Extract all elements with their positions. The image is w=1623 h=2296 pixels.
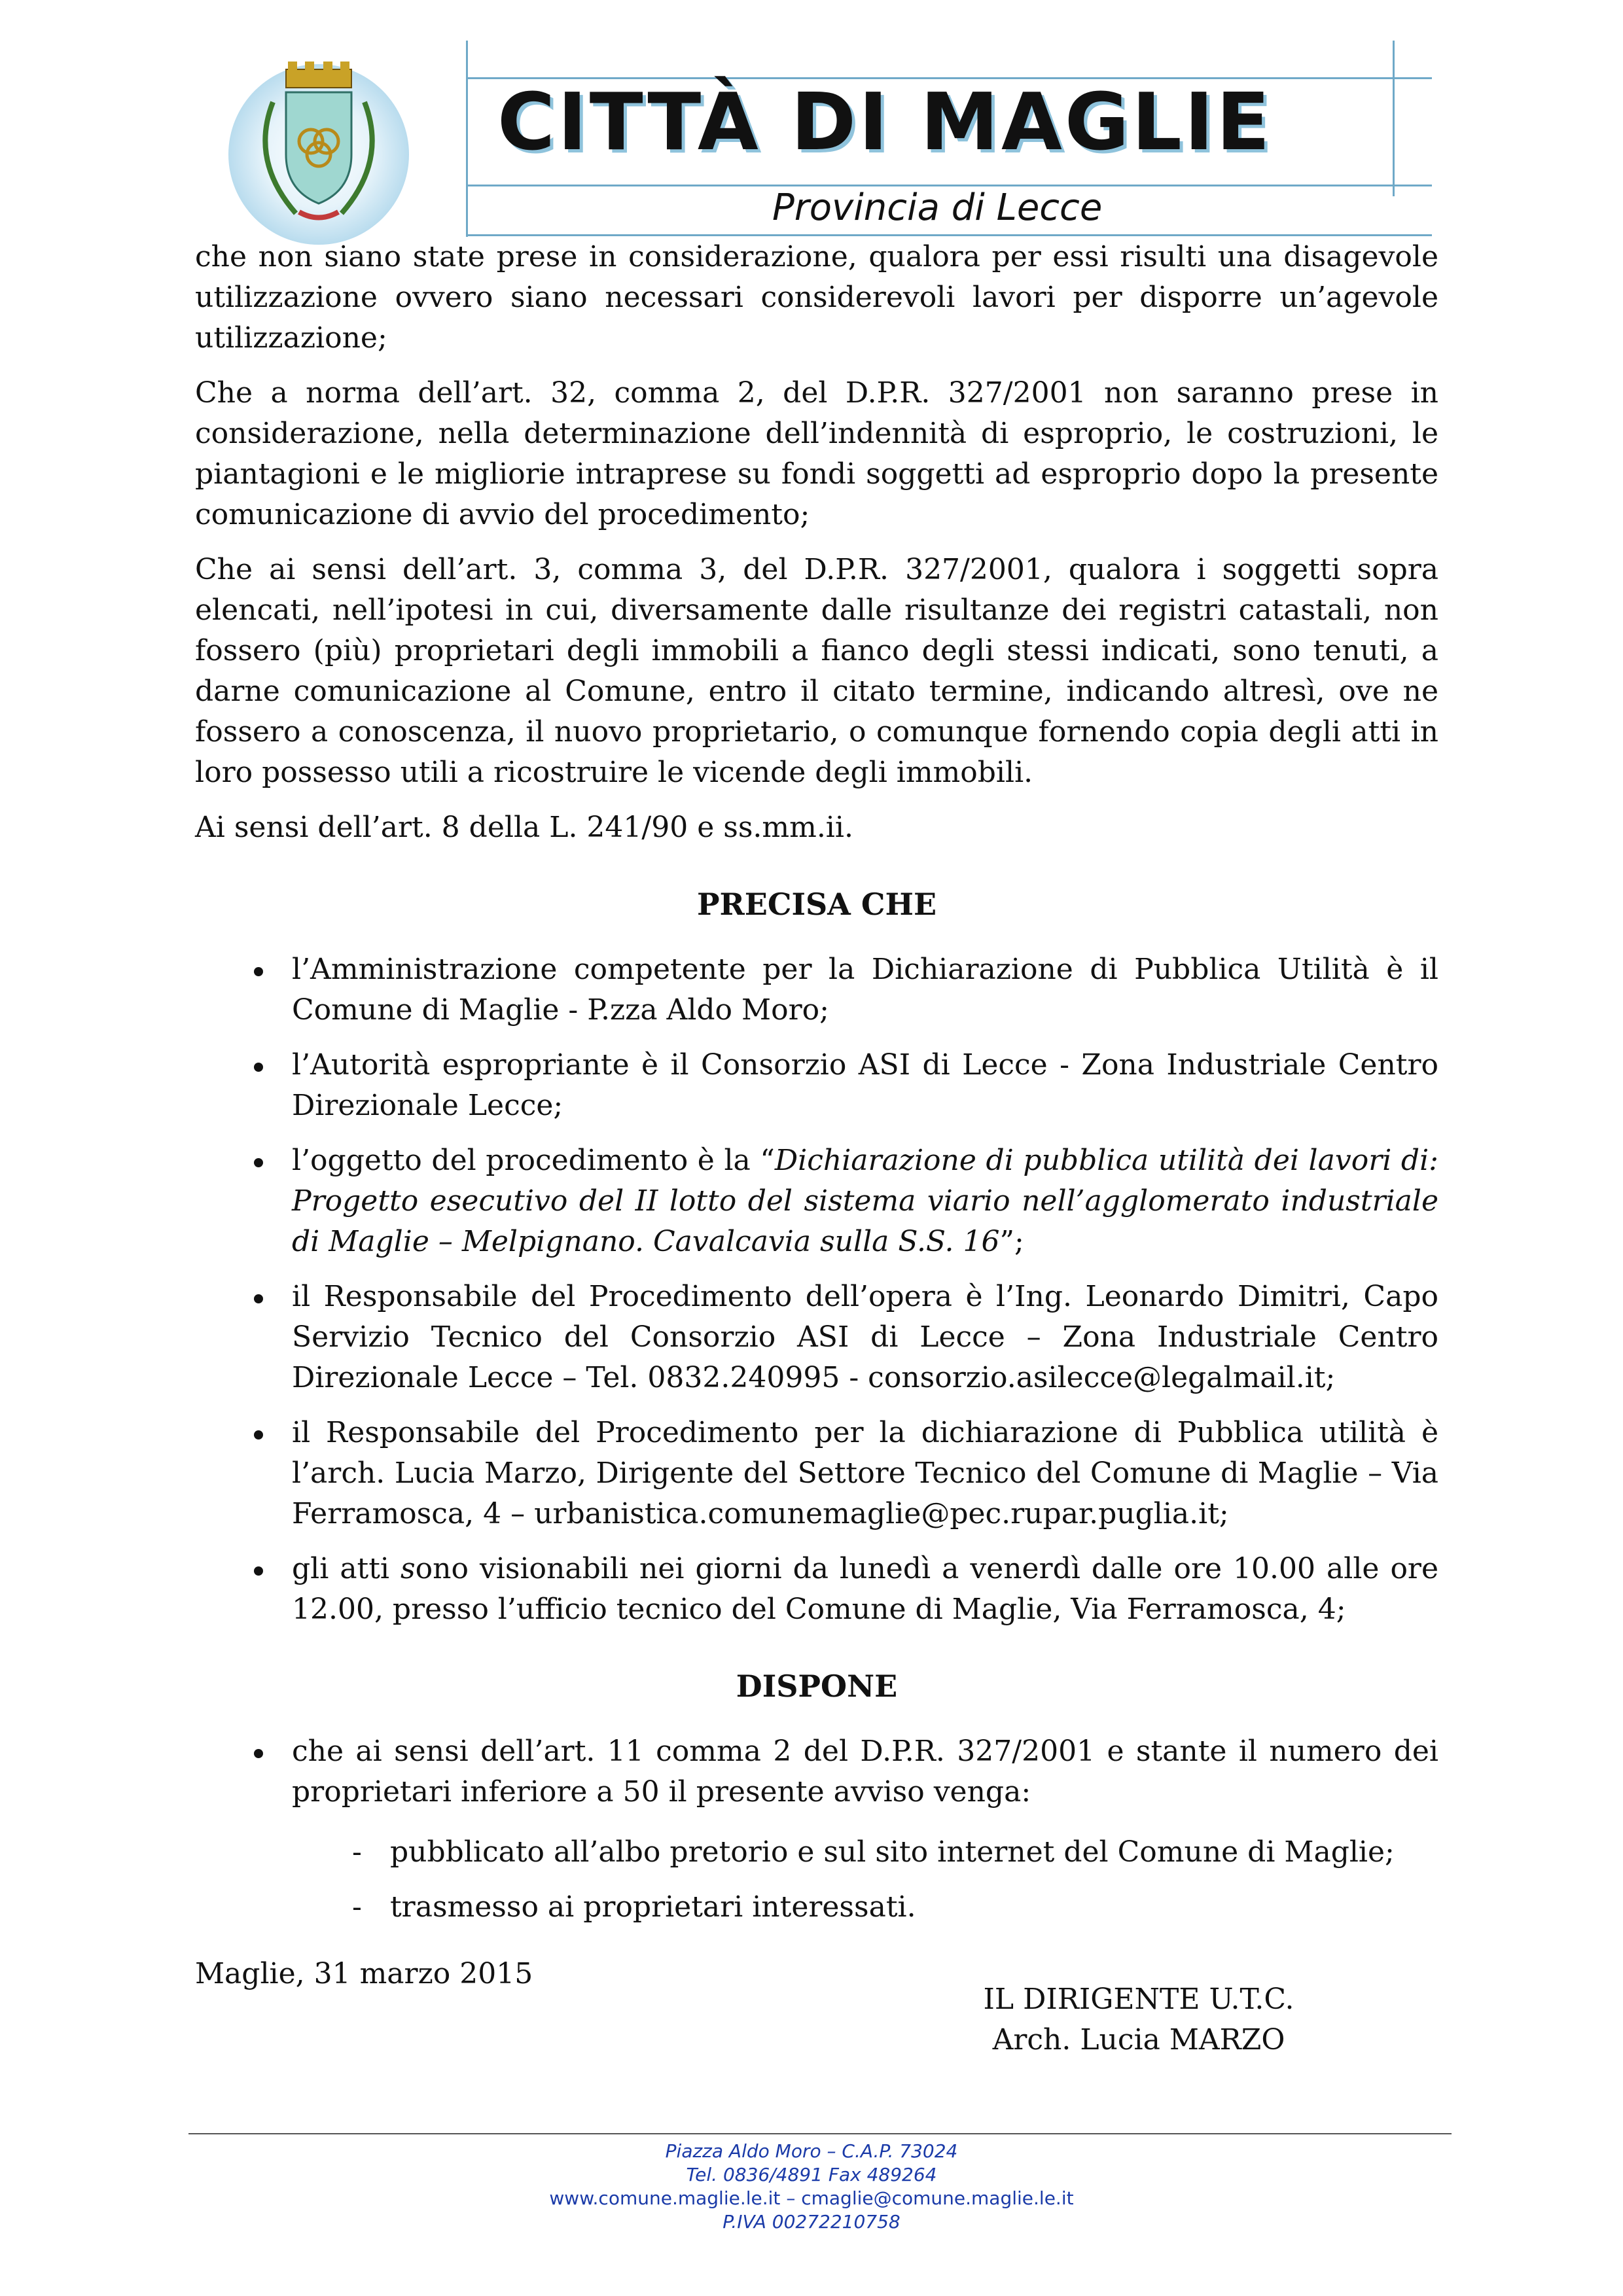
footer-vat: P.IVA 00272210758 [722, 2211, 901, 2233]
list-item: il Responsabile del Procedimento dell’opera è l’Ing. Leonardo Dimitri, Capo Servizio Tecnico del Consorzio ASI di Lecce – Zona Industriale Centro Direzionale Lecce – Tel. 0832.240995 - consorzio.asilecce@legalmail.it; [195, 1277, 1438, 1398]
bullet-icon [254, 967, 263, 976]
bullet-icon [254, 1430, 263, 1439]
procedure-subject: Dichiarazione di pubblica utilità dei lavori di: Progetto esecutivo del II lotto del sistema viario nell’agglomerato industriale di Maglie – Melpignano. Cavalcavia sulla S.S. 16 [292, 1144, 1438, 1258]
list-item: l’Amministrazione competente per la Dichiarazione di Pubblica Utilità è il Comune di Maglie - P.zza Aldo Moro; [195, 949, 1438, 1031]
footer-address: Piazza Aldo Moro – C.A.P. 73024 [665, 2140, 958, 2162]
list-item: - pubblicato all’albo pretorio e sul sito internet del Comune di Maglie; [195, 1832, 1438, 1873]
document-date: Maglie, 31 marzo 2015 [195, 1957, 533, 1990]
city-title: CITTÀ DI MAGLIE [497, 77, 1273, 168]
footer-phone: Tel. 0836/4891 Fax 489264 [686, 2164, 937, 2185]
letterhead [0, 0, 1623, 242]
dash-marker: - [352, 1890, 362, 1924]
header-vertical-rule [466, 41, 468, 237]
coat-of-arms-icon [224, 56, 414, 246]
footer-contacts: www.comune.maglie.le.it – cmaglie@comune.maglie.le.it [549, 2187, 1074, 2209]
document-body [195, 237, 1438, 2009]
paragraph: Che a norma dell’art. 32, comma 2, del D.P.R. 327/2001 non saranno prese in considerazione, nella determinazione dell’indennità di esproprio, le costruzioni, le piantagioni e le migliorie intraprese su fondi soggetti ad esproprio dopo la presente comunicazione di avvio del procedimento; [195, 376, 1438, 531]
signature-block [955, 1979, 1322, 2060]
signatory-role: IL DIRIGENTE U.T.C. [983, 1983, 1294, 2016]
footer-divider [188, 2133, 1452, 2134]
header-vertical-rule [1393, 41, 1395, 196]
list-item: l’oggetto del procedimento è la “Dichiarazione di pubblica utilità dei lavori di: Progetto esecutivo del II lotto del sistema viario nell’agglomerato industriale di Maglie – Melpignano. Cavalcavia sulla S.S. 16”; [195, 1140, 1438, 1262]
bullet-icon [254, 1063, 263, 1072]
dash-marker: - [352, 1835, 362, 1869]
bullet-icon [254, 1566, 263, 1576]
signatory-name: Arch. Lucia MARZO [992, 2023, 1285, 2057]
section-heading-dispone: DISPONE [736, 1669, 898, 1704]
list-item: gli atti sono visionabili nei giorni da lunedì a venerdì dalle ore 10.00 alle ore 12.00, presso l’ufficio tecnico del Comune di Maglie, Via Ferramosca, 4; [195, 1549, 1438, 1630]
paragraph: che non siano state prese in considerazione, qualora per essi risulti una disagevole utilizzazione ovvero siano necessari considerevoli lavori per disporre un’agevole utilizzazione; [195, 240, 1438, 355]
precisa-list [195, 949, 1438, 1630]
email-link[interactable]: cmaglie@comune.maglie.le.it [801, 2187, 1074, 2209]
list-item: l’Autorità espropriante è il Consorzio ASI di Lecce - Zona Industriale Centro Direzionale Lecce; [195, 1045, 1438, 1126]
bullet-icon [254, 1294, 263, 1303]
bullet-icon [254, 1158, 263, 1167]
list-item: che ai sensi dell’art. 11 comma 2 del D.P.R. 327/2001 e stante il numero dei proprietari inferiore a 50 il presente avviso venga: [195, 1731, 1438, 1812]
dispone-list [195, 1731, 1438, 1812]
paragraph: Ai sensi dell’art. 8 della L. 241/90 e ss.mm.ii. [195, 811, 853, 844]
header-rule [466, 234, 1432, 236]
list-item: il Responsabile del Procedimento per la dichiarazione di Pubblica utilità è l’arch. Lucia Marzo, Dirigente del Settore Tecnico del Comune di Maglie – Via Ferramosca, 4 – urbanistica.comunemaglie@pec.rupar.puglia.it; [195, 1413, 1438, 1534]
publication-list [195, 1832, 1438, 1928]
section-heading-precisa: PRECISA CHE [696, 887, 937, 922]
province-subtitle: Provincia di Lecce [772, 186, 1103, 229]
paragraph: Che ai sensi dell’art. 3, comma 3, del D.P.R. 327/2001, qualora i soggetti sopra elencati, nell’ipotesi in cui, diversamente dalle risultanze dei registri catastali, non fossero (più) proprietari degli immobili a fianco degli stessi indicati, sono tenuti, a darne comunicazione al Comune, entro il citato termine, indicando altresì, ove ne fossero a conoscenza, il nuovo proprietario, o comunque fornendo copia degli atti in loro possesso utili a ricostruire le vicende degli immobili. [195, 553, 1438, 789]
bullet-icon [254, 1749, 263, 1758]
list-item: - trasmesso ai proprietari interessati. [195, 1887, 1438, 1928]
footer [0, 2140, 1623, 2234]
website-link[interactable]: www.comune.maglie.le.it [549, 2187, 781, 2209]
